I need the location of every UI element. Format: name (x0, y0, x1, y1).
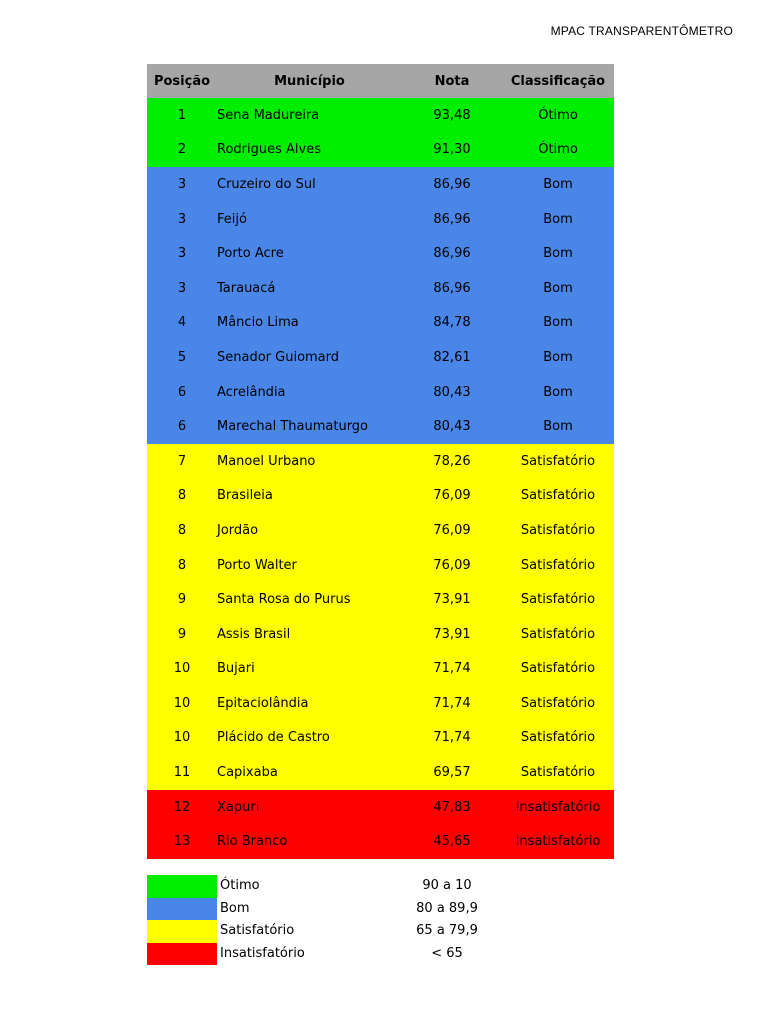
legend-label: Ótimo (220, 878, 260, 893)
classificacao-cell: Bom (502, 202, 614, 237)
ranking-table (147, 64, 614, 859)
classificacao-cell: Satisfatório (502, 686, 614, 721)
table-row (147, 548, 614, 583)
municipio-cell: Marechal Thaumaturgo (217, 409, 402, 444)
municipio-cell: Porto Acre (217, 236, 402, 271)
classificacao-cell: Satisfatório (502, 444, 614, 479)
position-cell: 5 (147, 340, 217, 375)
table-row (147, 755, 614, 790)
table-row (147, 340, 614, 375)
legend-range: 80 a 89,9 (416, 900, 478, 916)
classificacao-cell: Satisfatório (502, 513, 614, 548)
municipio-cell: Epitaciolândia (217, 686, 402, 721)
nota-cell: 82,61 (402, 340, 502, 375)
nota-cell: 73,91 (402, 617, 502, 652)
column-header-municipio: Município (217, 64, 402, 98)
position-cell: 6 (147, 375, 217, 410)
classificacao-cell: Insatisfatório (502, 790, 614, 825)
position-cell: 12 (147, 790, 217, 825)
classificacao-cell: Bom (502, 340, 614, 375)
classificacao-cell: Satisfatório (502, 755, 614, 790)
classificacao-cell: Bom (502, 306, 614, 341)
municipio-cell: Plácido de Castro (217, 721, 402, 756)
position-cell: 1 (147, 98, 217, 133)
legend-label: Insatisfatório (220, 945, 305, 961)
classificacao-cell: Bom (502, 409, 614, 444)
table-row (147, 133, 614, 168)
nota-cell: 69,57 (402, 755, 502, 790)
table-row (147, 375, 614, 410)
column-header-nota: Nota (402, 64, 502, 98)
position-cell: 2 (147, 133, 217, 168)
position-cell: 8 (147, 513, 217, 548)
nota-cell: 78,26 (402, 444, 502, 479)
municipio-cell: Jordão (217, 513, 402, 548)
nota-cell: 86,96 (402, 271, 502, 306)
nota-cell: 45,65 (402, 824, 502, 859)
municipio-cell: Santa Rosa do Purus (217, 582, 402, 617)
column-header-posicao: Posição (147, 64, 217, 98)
legend-color-swatch (147, 898, 217, 921)
table-row (147, 306, 614, 341)
municipio-cell: Bujari (217, 652, 402, 687)
nota-cell: 93,48 (402, 98, 502, 133)
position-cell: 13 (147, 824, 217, 859)
table-row (147, 236, 614, 271)
municipio-cell: Capixaba (217, 755, 402, 790)
classificacao-cell: Bom (502, 236, 614, 271)
municipio-cell: Cruzeiro do Sul (217, 167, 402, 202)
table-row (147, 444, 614, 479)
ranking-table-body (147, 98, 614, 859)
position-cell: 8 (147, 479, 217, 514)
nota-cell: 76,09 (402, 513, 502, 548)
table-row (147, 721, 614, 756)
classificacao-cell: Satisfatório (502, 721, 614, 756)
classificacao-cell: Satisfatório (502, 652, 614, 687)
legend-range: < 65 (431, 945, 463, 961)
position-cell: 9 (147, 617, 217, 652)
municipio-cell: Manoel Urbano (217, 444, 402, 479)
table-header-row (147, 64, 614, 98)
position-cell: 4 (147, 306, 217, 341)
position-cell: 10 (147, 721, 217, 756)
table-row (147, 98, 614, 133)
classificacao-cell: Satisfatório (502, 479, 614, 514)
municipio-cell: Xapuri (217, 790, 402, 825)
legend-range: 65 a 79,9 (416, 923, 478, 938)
classificacao-cell: Satisfatório (502, 617, 614, 652)
classificacao-cell: Bom (502, 271, 614, 306)
table-row (147, 652, 614, 687)
municipio-cell: Assis Brasil (217, 617, 402, 652)
position-cell: 3 (147, 271, 217, 306)
municipio-cell: Brasileia (217, 479, 402, 514)
table-row (147, 824, 614, 859)
table-row (147, 479, 614, 514)
table-row (147, 167, 614, 202)
position-cell: 3 (147, 167, 217, 202)
classificacao-cell: Ótimo (502, 98, 614, 133)
legend-range: 90 a 10 (422, 878, 472, 893)
nota-cell: 86,96 (402, 236, 502, 271)
position-cell: 8 (147, 548, 217, 583)
nota-cell: 76,09 (402, 548, 502, 583)
nota-cell: 76,09 (402, 479, 502, 514)
municipio-cell: Rio Branco (217, 824, 402, 859)
table-row (147, 582, 614, 617)
municipio-cell: Rodrigues Alves (217, 133, 402, 168)
legend-color-swatch (147, 943, 217, 966)
legend-color-swatch (147, 875, 217, 898)
nota-cell: 71,74 (402, 652, 502, 687)
position-cell: 11 (147, 755, 217, 790)
nota-cell: 86,96 (402, 167, 502, 202)
classificacao-cell: Satisfatório (502, 548, 614, 583)
position-cell: 10 (147, 652, 217, 687)
nota-cell: 86,96 (402, 202, 502, 237)
position-cell: 3 (147, 236, 217, 271)
column-header-classificacao: Classificação (502, 64, 614, 98)
municipio-cell: Mâncio Lima (217, 306, 402, 341)
municipio-cell: Porto Walter (217, 548, 402, 583)
nota-cell: 71,74 (402, 686, 502, 721)
position-cell: 7 (147, 444, 217, 479)
table-row (147, 686, 614, 721)
nota-cell: 80,43 (402, 409, 502, 444)
table-row (147, 617, 614, 652)
nota-cell: 84,78 (402, 306, 502, 341)
municipio-cell: Feijó (217, 202, 402, 237)
classificacao-cell: Satisfatório (502, 582, 614, 617)
position-cell: 3 (147, 202, 217, 237)
table-row (147, 513, 614, 548)
document-title: MPAC TRANSPARENTÔMETRO (550, 24, 733, 38)
position-cell: 6 (147, 409, 217, 444)
classificacao-cell: Ótimo (502, 133, 614, 168)
nota-cell: 91,30 (402, 133, 502, 168)
municipio-cell: Sena Madureira (217, 98, 402, 133)
classificacao-cell: Bom (502, 167, 614, 202)
legend-color-swatch (147, 920, 217, 943)
legend-label: Satisfatório (220, 923, 295, 938)
table-row (147, 202, 614, 237)
table-row (147, 790, 614, 825)
nota-cell: 80,43 (402, 375, 502, 410)
position-cell: 9 (147, 582, 217, 617)
nota-cell: 47,83 (402, 790, 502, 825)
nota-cell: 73,91 (402, 582, 502, 617)
position-cell: 10 (147, 686, 217, 721)
municipio-cell: Acrelândia (217, 375, 402, 410)
classificacao-cell: Insatisfatório (502, 824, 614, 859)
nota-cell: 71,74 (402, 721, 502, 756)
table-row (147, 271, 614, 306)
classificacao-cell: Bom (502, 375, 614, 410)
municipio-cell: Senador Guiomard (217, 340, 402, 375)
legend-label: Bom (220, 900, 250, 916)
municipio-cell: Tarauacá (217, 271, 402, 306)
table-row (147, 409, 614, 444)
